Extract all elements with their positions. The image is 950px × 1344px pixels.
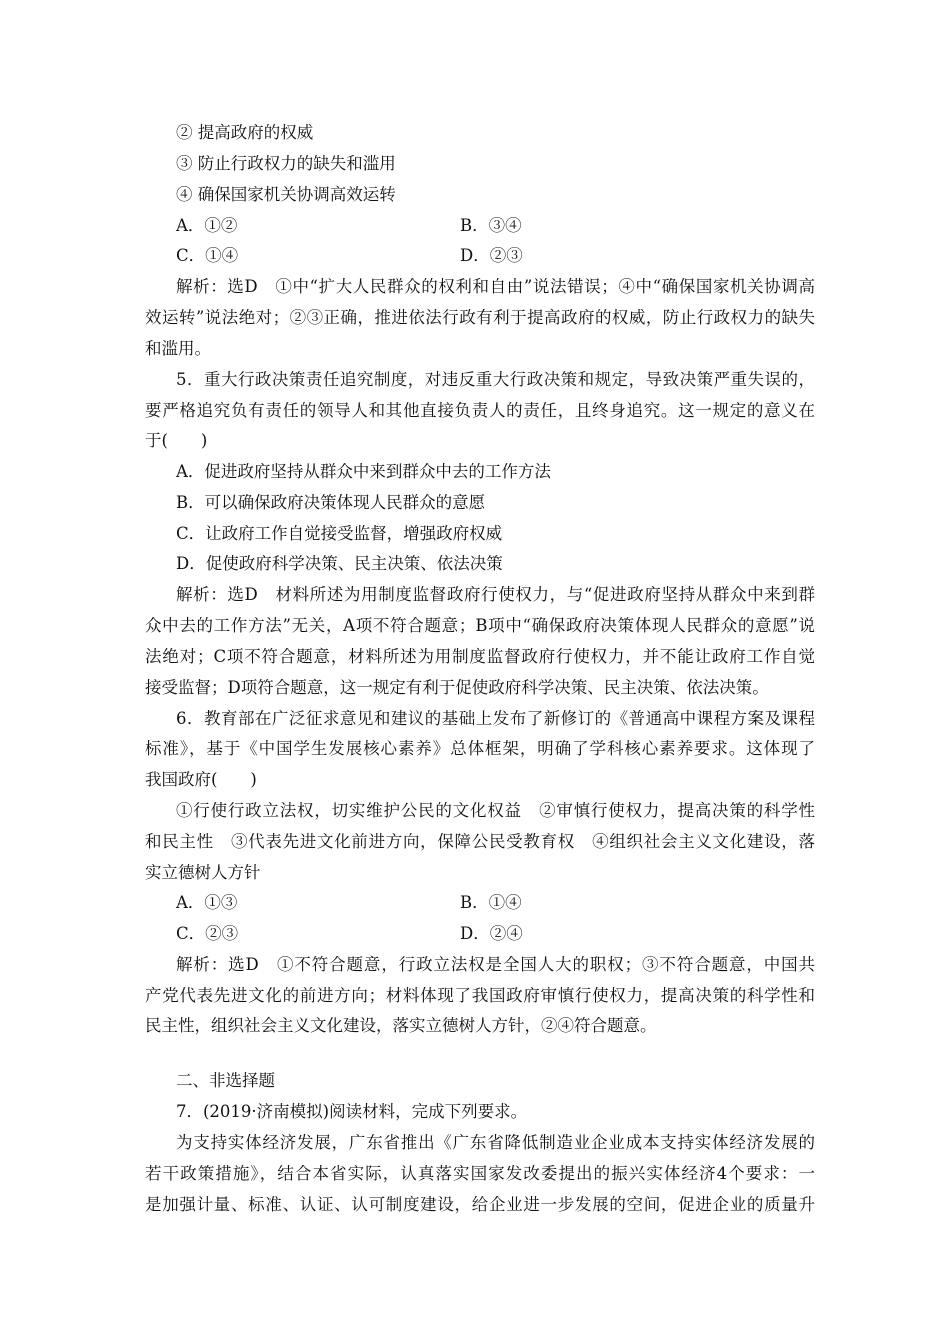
q6-items-line: ①行使行政立法权，切实维护公民的文化权益 ②审慎行使权力，提高决策的科学性 [176,801,815,820]
q6-items-line: 和民主性 ③代表先进文化前进方向，保障公民受教育权 ④组织社会主义文化建设，落 [145,832,815,851]
q6-stem-line: 我国政府( ) [145,770,257,789]
q7-material-line: 为支持实体经济发展，广东省推出《广东省降低制造业企业成本支持实体经济发展的 [176,1133,815,1152]
q5-option-b: B．可以确保政府决策体现人民群众的意愿 [176,493,486,512]
q4-option-c: C．①④ [176,246,239,265]
q5-stem-line: 于( ) [145,431,208,450]
q7-material-line: 若干政策措施》，结合本省实际，认真落实国家发改委提出的振兴实体经济4个要求：一 [145,1164,815,1183]
q6-analysis-line: 产党代表先进文化的前进方向；材料体现了我国政府审慎行使权力，提高决策的科学性和 [145,986,815,1005]
q4-option-b: B．③④ [460,216,522,235]
q5-option-c: C．让政府工作自觉接受监督，增强政府权威 [176,524,503,543]
q7-material-line: 是加强计量、标准、认证、认可制度建设，给企业进一步发展的空间，促进企业的质量升 [145,1195,815,1214]
q6-stem-line: 6．教育部在广泛征求意见和建议的基础上发布了新修订的《普通高中课程方案及课程 [176,709,815,728]
q5-stem-line: 要严格追究负有责任的领导人和其他直接负责人的责任，且终身追究。这一规定的意义在 [145,401,815,420]
q5-analysis-line: 解析：选D 材料所述为用制度监督政府行使权力，与“促进政府坚持从群众中来到群 [176,585,815,604]
q4-item-4: ④ 确保国家机关协调高效运转 [176,185,396,204]
q5-analysis-line: 接受监督；D项符合题意，这一规定有利于促使政府科学决策、民主决策、依法决策。 [145,678,769,697]
q4-analysis-line: 效运转”说法绝对；②③正确，推进依法行政有利于提高政府的权威，防止行政权力的缺失 [145,308,815,327]
q4-item-2: ② 提高政府的权威 [176,123,314,142]
q4-analysis-line: 解析：选D ①中“扩大人民群众的权利和自由”说法错误；④中“确保国家机关协调高 [176,277,815,296]
q6-option-b: B．①④ [460,893,522,912]
q5-option-a: A．促进政府坚持从群众中来到群众中去的工作方法 [176,462,551,481]
q7-stem: 7．(2019·济南模拟)阅读材料，完成下列要求。 [176,1102,528,1121]
section-title: 二、非选择题 [176,1071,275,1090]
q4-analysis-line: 和滥用。 [145,339,211,358]
q4-option-a: A．①② [176,216,238,235]
q5-option-d: D．促使政府科学决策、民主决策、依法决策 [176,554,503,573]
q6-stem-line: 标准》，基于《中国学生发展核心素养》总体框架，明确了学科核心素养要求。这体现了 [145,739,815,758]
q6-analysis-line: 解析：选D ①不符合题意，行政立法权是全国人大的职权；③不符合题意，中国共 [176,955,815,974]
q6-option-a: A．①③ [176,893,238,912]
q5-analysis-line: 法绝对；C项不符合题意，材料所述为用制度监督政府行使权力，并不能让政府工作自觉 [145,647,815,666]
q6-option-c: C．②③ [176,924,239,943]
q4-item-3: ③ 防止行政权力的缺失和滥用 [176,154,396,173]
q4-option-d: D．②③ [460,246,523,265]
q6-analysis-line: 民主性，组织社会主义文化建设，落实立德树人方针，②④符合题意。 [145,1016,657,1035]
q5-analysis-line: 众中去的工作方法”无关，A项不符合题意；B项中“确保政府决策体现人民群众的意愿”说 [145,616,815,635]
q5-stem-line: 5．重大行政决策责任追究制度，对违反重大行政决策和规定，导致决策严重失误的， [176,370,815,389]
q6-option-d: D．②④ [460,924,523,943]
q6-items-line: 实立德树人方针 [145,863,261,882]
